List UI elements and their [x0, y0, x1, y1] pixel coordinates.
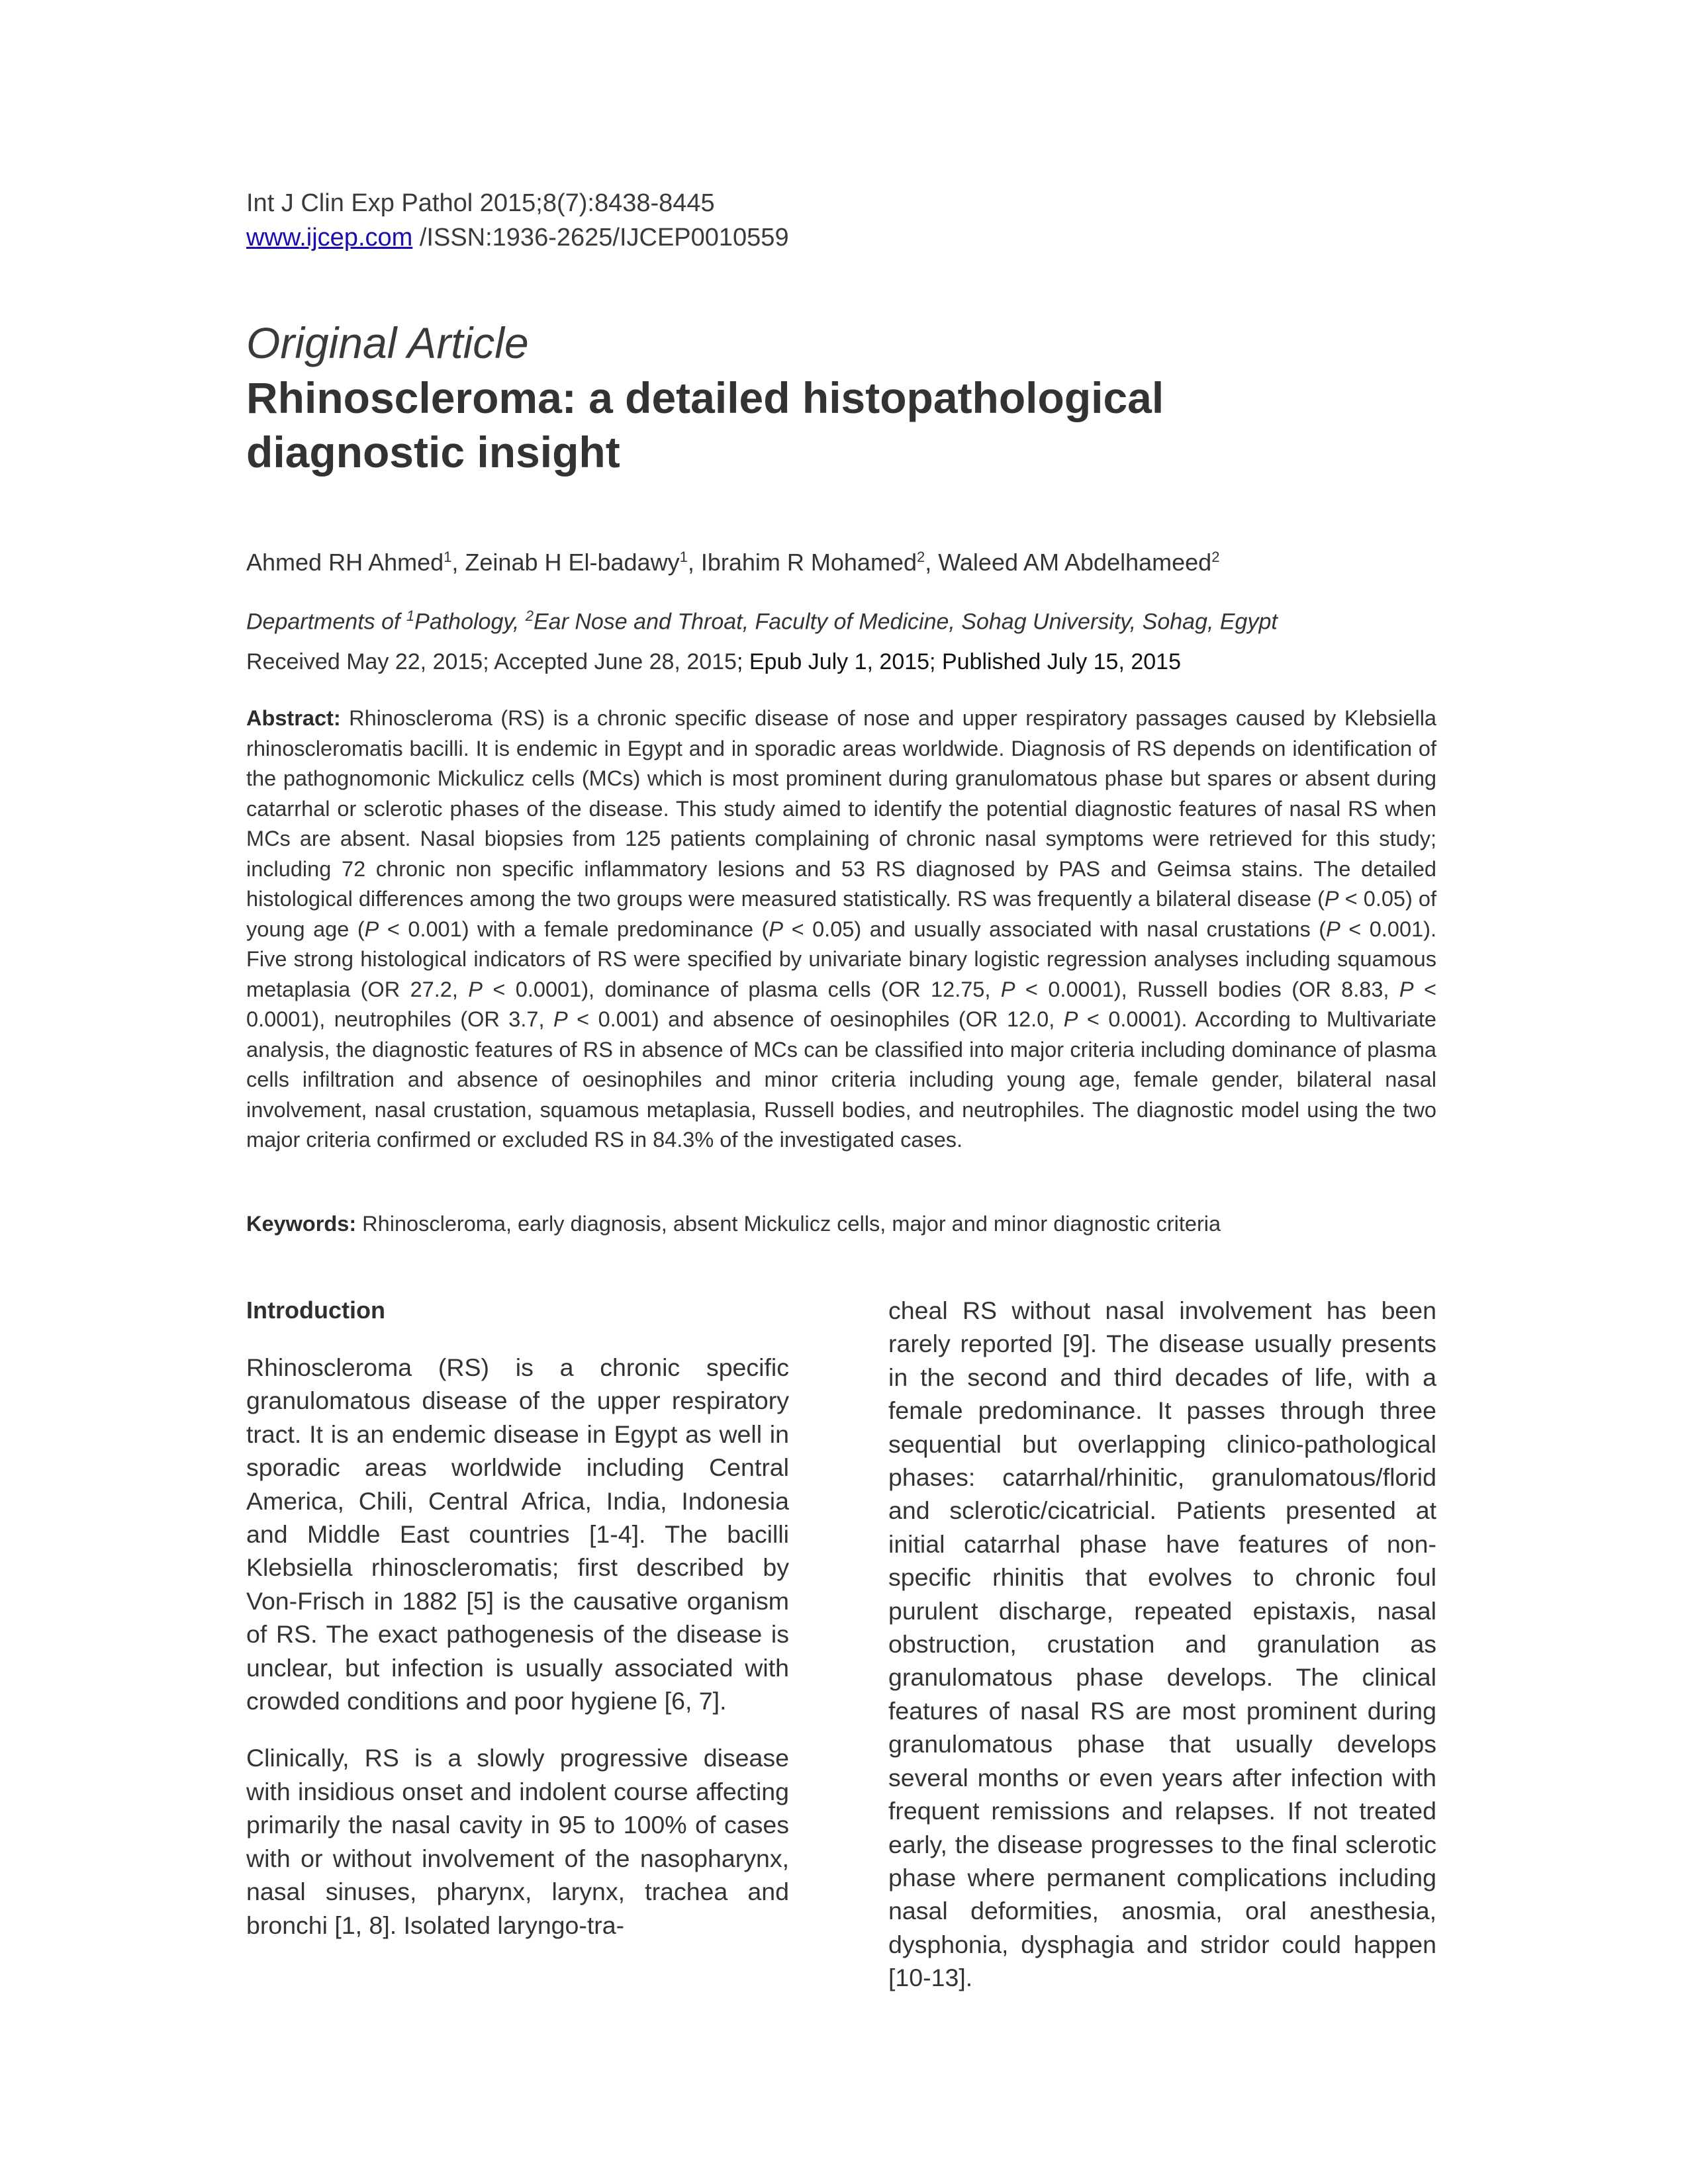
- issn-text: /ISSN:1936-2625/IJCEP0010559: [412, 224, 789, 251]
- body-column-left: [246, 1294, 789, 1966]
- abstract-text: < 0.001) and absence of oesinophiles (OR 12.0,: [567, 1007, 1064, 1031]
- author-name: Waleed AM Abdelhameed: [938, 549, 1212, 576]
- author-list: [246, 541, 1219, 579]
- article-title: Rhinoscleroma: a detailed histopathological diagnostic insight: [246, 373, 1164, 477]
- abstract-text: < 0.0001). According to Multivariate analysis, the diagnostic features of RS in absence of MCs can be classified into major criteria including dominance of plasma cells infiltration and absence of oesinophiles and minor criteria including young age, female gender, bilateral nasal involvement, nasal crustation, squamous metaplasia, Russell bodies, and neutrophiles. The diagnostic model using the two major criteria confirmed or excluded RS in 84.3% of the investigated cases.: [246, 1007, 1436, 1152]
- p-value-symbol: P: [769, 917, 784, 941]
- abstract-label: Abstract:: [246, 706, 341, 730]
- abstract-text: < 0.0001), neutrophiles (OR 3.7,: [246, 977, 1436, 1031]
- affiliations: [246, 600, 1278, 638]
- author-affiliation-mark: 2: [917, 549, 925, 565]
- publication-dates: [246, 645, 1181, 678]
- affiliation-mark: 1: [406, 608, 415, 624]
- abstract: [246, 704, 1436, 1156]
- section-heading-introduction: Introduction: [246, 1297, 385, 1324]
- keywords: [246, 1208, 1436, 1239]
- journal-citation: [246, 186, 715, 220]
- abstract-text: < 0.001) with a female predominance (: [379, 917, 769, 941]
- author-name: Ahmed RH Ahmed: [246, 549, 444, 576]
- affiliation-dept: Ear Nose and Throat, Faculty of Medicine, Sohag University, Sohag, Egypt: [533, 609, 1278, 635]
- p-value-symbol: P: [553, 1007, 568, 1031]
- author-affiliation-mark: 1: [679, 549, 688, 565]
- p-value-symbol: P: [1324, 887, 1339, 911]
- p-value-symbol: P: [1000, 977, 1015, 1001]
- article-type: Original Article: [246, 318, 529, 367]
- abstract-text: Rhinoscleroma (RS) is a chronic specific disease of nose and upper respiratory passages caused by Klebsiella rhinoscleromatis bacilli. It is endemic in Egypt and in sporadic areas worldwide. Diagnosis of RS depends on identification of the pathognomonic Mickulicz cells (MCs) which is most prominent during granulomatous phase but spares or absent during catarrhal or sclerotic phases of the disease. This study aimed to identify the potential diagnostic features of nasal RS when MCs are absent. Nasal biopsies from 125 patients complaining of chronic nasal symptoms were retrieved for this study; including 72 chronic non specific inflammatory lesions and 53 RS diagnosed by PAS and Geimsa stains. The detailed histological differences among the two groups were measured statistically. RS was frequently a bilateral disease (: [246, 706, 1436, 911]
- p-value-symbol: P: [1326, 917, 1340, 941]
- p-value-symbol: P: [1399, 977, 1414, 1001]
- author-name: Zeinab H El-badawy: [465, 549, 680, 576]
- received-accepted-dates: Received May 22, 2015; Accepted June 28, 2015: [246, 649, 737, 674]
- author-affiliation-mark: 2: [1211, 549, 1220, 565]
- epub-published-dates: ; Epub July 1, 2015; Published July 15, 2015: [736, 649, 1181, 674]
- body-column-right: [888, 1294, 1436, 2019]
- abstract-text: < 0.05) of young age (: [246, 887, 1436, 941]
- journal-link[interactable]: www.ijcep.com: [246, 224, 413, 251]
- body-paragraph: Clinically, RS is a slowly progressive disease with insidious onset and indolent course affecting primarily the nasal cavity in 95 to 100% of cases with or without involvement of the nasopharynx, nasal sinuses, pharynx, larynx, trachea and bronchi [1, 8]. Isolated laryngo-tra-: [246, 1744, 789, 1939]
- author-separator: ,: [925, 549, 939, 576]
- p-value-symbol: P: [1063, 1007, 1078, 1031]
- author-name: Ibrahim R Mohamed: [700, 549, 917, 576]
- abstract-text: < 0.05) and usually associated with nasal crustations (: [783, 917, 1327, 941]
- abstract-text: < 0.0001), Russell bodies (OR 8.83,: [1015, 977, 1399, 1001]
- author-separator: ,: [687, 549, 701, 576]
- affiliation-mark: 2: [525, 608, 534, 624]
- p-value-symbol: P: [468, 977, 483, 1001]
- keywords-label: Keywords:: [246, 1212, 357, 1236]
- affiliation-dept: Pathology,: [414, 609, 526, 635]
- author-separator: ,: [451, 549, 465, 576]
- journal-url-line: [246, 220, 789, 255]
- author-affiliation-mark: 1: [444, 549, 452, 565]
- p-value-symbol: P: [364, 917, 379, 941]
- body-paragraph: Rhinoscleroma (RS) is a chronic specific granulomatous disease of the upper respiratory tract. It is an endemic disease in Egypt as well in sporadic areas worldwide including Central America, Chili, Central Africa, India, Indonesia and Middle East countries [1-4]. The bacilli Klebsiella rhinoscleromatis; first described by Von-Frisch in 1882 [5] is the causative organism of RS. The exact pathogenesis of the disease is unclear, but infection is usually associated with crowded conditions and poor hygiene [6, 7].: [246, 1353, 789, 1715]
- abstract-text: < 0.001). Five strong histological indicators of RS were specified by univariate binary logistic regression analyses including squamous metaplasia (OR 27.2,: [246, 917, 1436, 1001]
- body-paragraph: cheal RS without nasal involvement has been rarely reported [9]. The disease usually presents in the second and third decades of life, with a female predominance. It passes through three sequential but overlapping clinico-pathological phases: catarrhal/rhinitic, granulomatous/florid and sclerotic/cicatricial. Patients presented at initial catarrhal phase have features of non-specific rhinitis that evolves to chronic foul purulent discharge, repeated epistaxis, nasal obstruction, crustation and granulation as granulomatous phase develops. The clinical features of nasal RS are most prominent during granulomatous phase that usually develops several months or even years after infection with frequent remissions and relapses. If not treated early, the disease progresses to the final sclerotic phase where permanent complications including nasal deformities, anosmia, oral anesthesia, dysphonia, dysphagia and stridor could happen [10-13].: [888, 1297, 1436, 1992]
- citation-text: Int J Clin Exp Pathol 2015;8(7):8438-8445: [246, 189, 715, 217]
- keywords-text: Rhinoscleroma, early diagnosis, absent Mickulicz cells, major and minor diagnostic criteria: [356, 1212, 1221, 1236]
- abstract-text: < 0.0001), dominance of plasma cells (OR 12.75,: [482, 977, 1001, 1001]
- affiliation-prefix: Departments of: [246, 609, 406, 635]
